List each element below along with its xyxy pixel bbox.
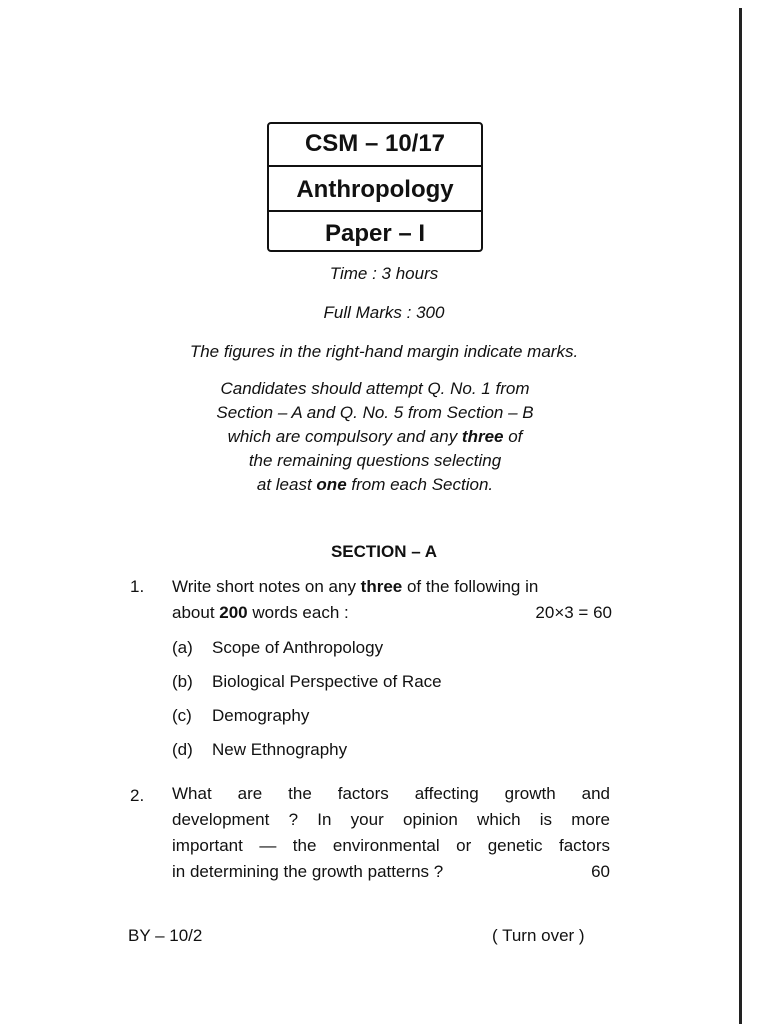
time-allowed: Time : 3 hours (329, 264, 439, 283)
instruction-line: the remaining questions selecting (248, 451, 502, 470)
question-number: 1. (130, 577, 145, 596)
question-marks: 20×3 = 60 (535, 603, 612, 622)
option-item: (a) Scope of Anthropology (172, 638, 384, 657)
question-marks: 60 (591, 862, 610, 881)
title-box (267, 122, 483, 252)
option-item: (c) Demography (172, 706, 310, 725)
footer-code: BY – 10/2 (128, 926, 203, 945)
instruction-line: at least one from each Section. (256, 475, 494, 494)
section-heading: SECTION – A (330, 542, 438, 561)
turn-over-note: ( Turn over ) (492, 926, 585, 945)
full-marks: Full Marks : 300 (323, 303, 445, 322)
question-2-text: What are the factors affecting growth and development ? In your opinion which is more important — the environmental or genetic factors in determining the growth patterns ? 60 (172, 781, 610, 885)
title-divider (269, 165, 481, 167)
instruction-line: which are compulsory and any three of (227, 427, 523, 446)
option-item: (d) New Ethnography (172, 740, 348, 759)
title-divider (269, 210, 481, 212)
paper-code: CSM – 10/17 (304, 130, 446, 157)
question-1-text: Write short notes on any three of the following in about 200 words each : 20×3 = 60 (172, 574, 612, 626)
page-edge-line (739, 8, 742, 1024)
instruction-line: Section – A and Q. No. 5 from Section – B (216, 403, 534, 422)
instruction-line: Candidates should attempt Q. No. 1 from (220, 379, 530, 398)
paper-number: Paper – I (324, 220, 426, 247)
question-number: 2. (130, 786, 145, 805)
subject-title: Anthropology (296, 176, 454, 203)
instructions (120, 377, 630, 497)
margin-note: The figures in the right-hand margin indicate marks. (189, 342, 579, 361)
option-item: (b) Biological Perspective of Race (172, 672, 442, 691)
